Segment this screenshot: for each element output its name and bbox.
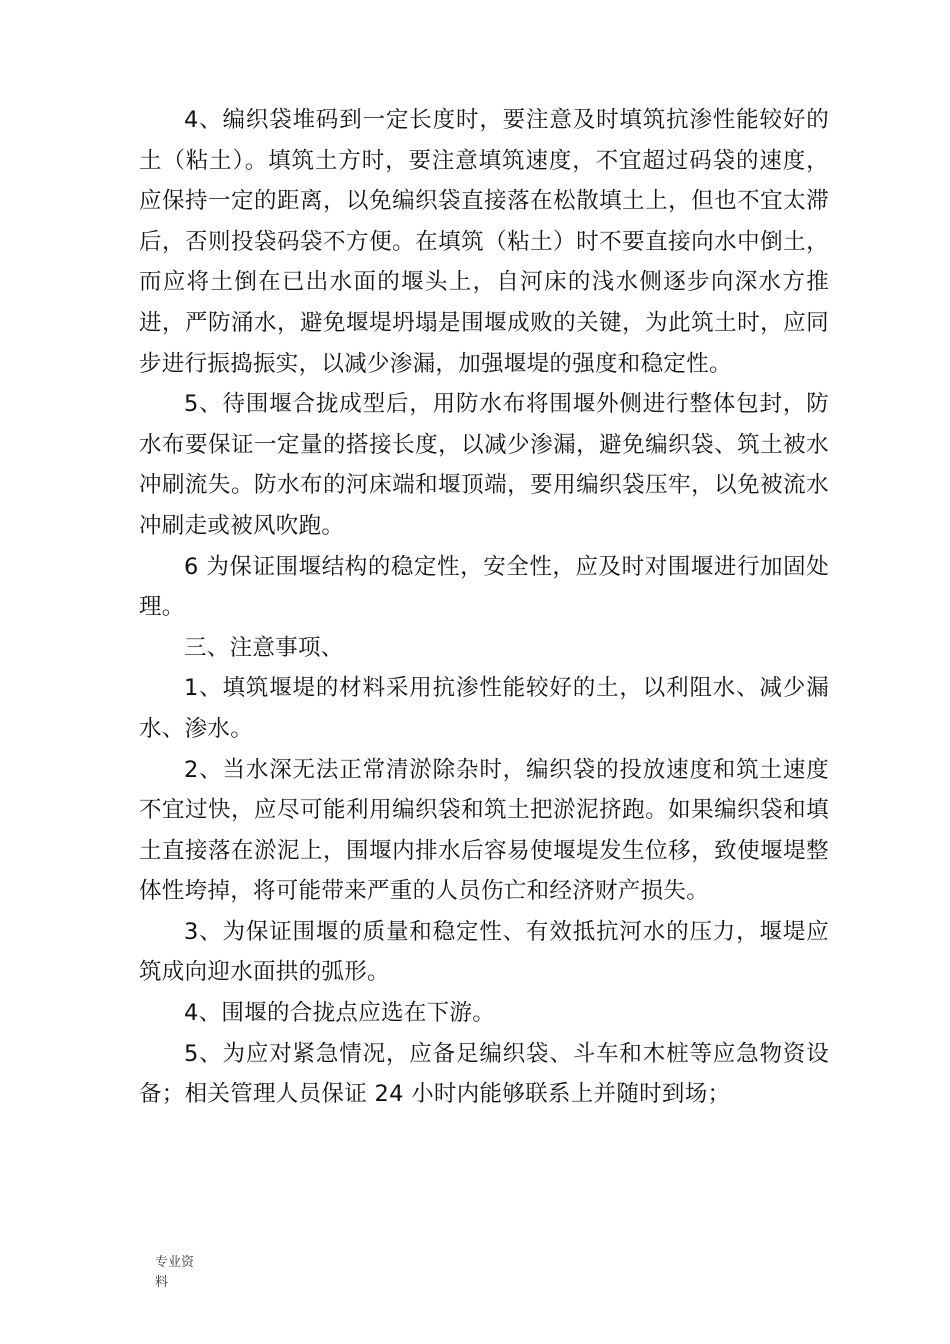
- page-footer: 专业资料: [155, 1255, 195, 1290]
- section-heading-precautions: 三、注意事项、: [184, 634, 344, 661]
- paragraph-precaution-2: 2、当水深无法正常清淤除杂时，编织袋的投放速度和筑土速度不宜过快，应尽可能利用编织袋和筑土把淤泥挤跑。如果编织袋和填土直接落在淤泥上，围堰内排水后容易使堰堤发生位移，致使堰堤整体性垮掉，将可能带来严重的人员伤亡和经济财产损失。: [139, 756, 829, 905]
- paragraph-construction-step-6: 6 为保证围堰结构的稳定性，安全性，应及时对围堰进行加固处理。: [139, 553, 829, 621]
- paragraph-construction-step-4: 4、编织袋堆码到一定长度时，要注意及时填筑抗渗性能较好的土（粘土）。填筑土方时，要注意填筑速度，不宜超过码袋的速度，应保持一定的距离，以免编织袋直接落在松散填土上，但也不宜太滞后，否则投袋码袋不方便。在填筑（粘土）时不要直接向水中倒土，而应将土倒在已出水面的堰头上，自河床的浅水侧逐步向深水方推进，严防涌水，避免堰堤坍塌是围堰成败的关键，为此筑土时，应同步进行振捣振实，以减少渗漏，加强堰堤的强度和稳定性。: [139, 107, 829, 377]
- paragraph-precaution-4: 4、围堰的合拢点应选在下游。: [184, 1000, 496, 1027]
- paragraph-precaution-5: 5、为应对紧急情况，应备足编织袋、斗车和木桩等应急物资设备；相关管理人员保证 24 小时内能够联系上并随时到场；: [139, 1040, 829, 1108]
- paragraph-precaution-3: 3、为保证围堰的质量和稳定性、有效抵抗河水的压力，堰堤应筑成向迎水面拱的弧形。: [139, 918, 829, 986]
- paragraph-construction-step-5: 5、待围堰合拢成型后，用防水布将围堰外侧进行整体包封，防水布要保证一定量的搭接长度，以减少渗漏，避免编织袋、筑土被水冲刷流失。防水布的河床端和堰顶端，要用编织袋压牢，以免被流水冲刷走或被风吹跑。: [139, 391, 829, 539]
- paragraph-precaution-1: 1、填筑堰堤的材料采用抗渗性能较好的土，以利阻水、减少漏水、渗水。: [139, 675, 829, 742]
- document-body: [139, 100, 829, 1115]
